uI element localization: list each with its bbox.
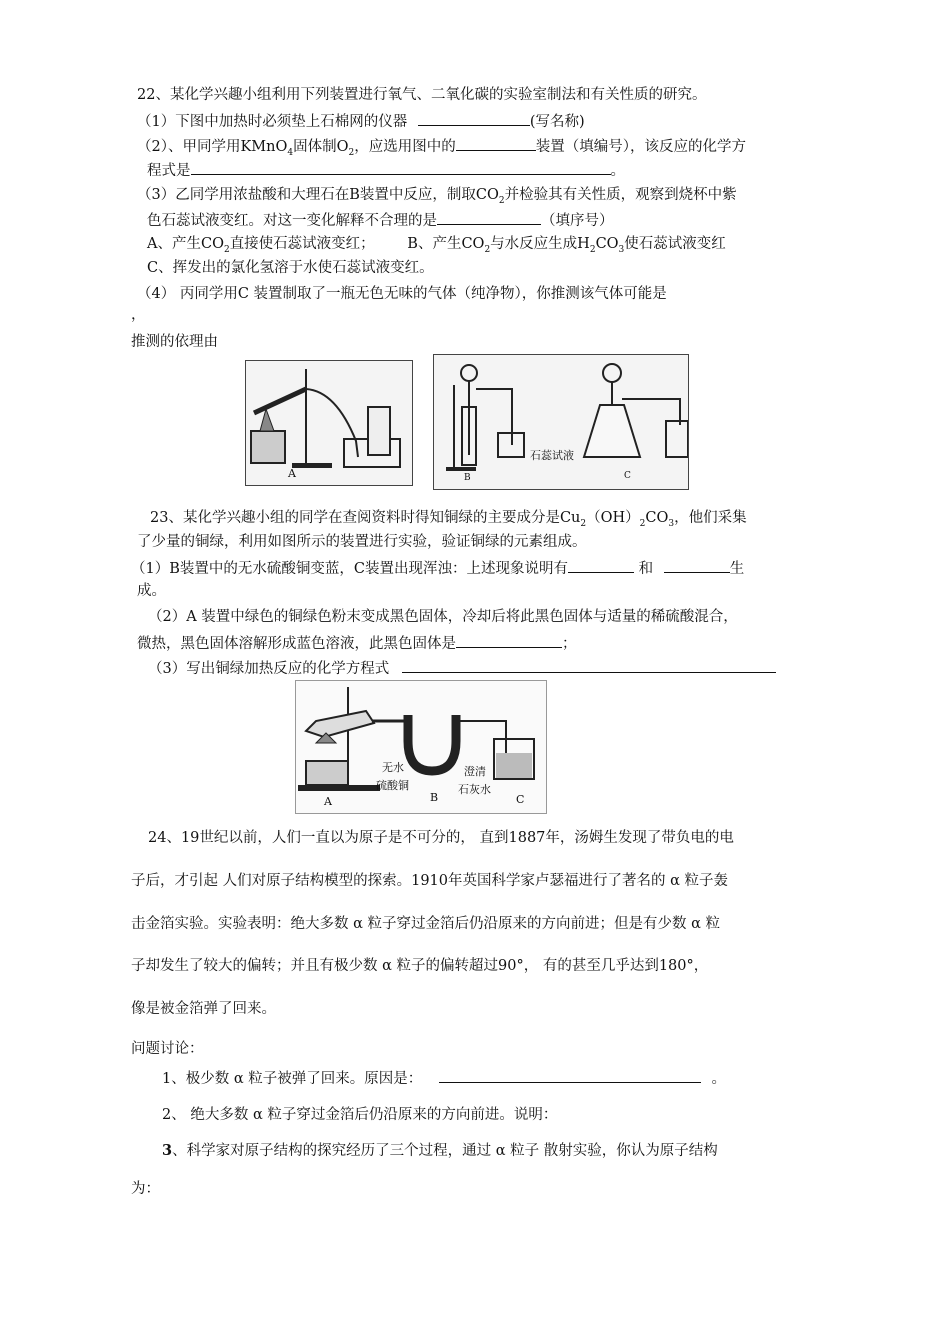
q23-part1-text: 和: [638, 561, 654, 577]
option-b: B、产生CO: [407, 236, 485, 252]
q23-line2: 了少量的铜绿，利用如图所示的装置进行实验，验证铜绿的元素组成。: [137, 534, 587, 550]
figure-apparatus-a: [245, 360, 413, 486]
option-b: 与水反应生成H: [490, 236, 590, 252]
punctuation: ；: [562, 636, 577, 652]
answer-blank[interactable]: [402, 658, 776, 673]
q23-title-text: ，他们采集: [674, 510, 747, 526]
q24-question3-number: 3: [162, 1142, 173, 1159]
figure-apparatus-b-c: [433, 354, 689, 490]
punctuation: 。: [711, 1071, 726, 1087]
q22-part2-text: ，应选用图中的: [354, 139, 456, 155]
q22-part2-text: （2）、甲同学用KMnO: [137, 139, 288, 155]
q24-discussion-heading: 问题讨论：: [131, 1041, 204, 1057]
q23-part2: （2）A 装置中绿色的铜绿色粉末变成黑色固体，冷却后将此黑色固体与适量的稀硫酸混合，: [148, 609, 738, 625]
figure-label-a: A: [324, 795, 332, 808]
figure-label-a: A: [288, 467, 296, 480]
subscript: 2: [589, 244, 596, 255]
option-c: C、挥发出的氯化氢溶于水使石蕊试液变红。: [147, 260, 434, 276]
q23-part3-text: （3）写出铜绿加热反应的化学方程式: [148, 661, 390, 677]
q24-question2: 2、 绝大多数 α 粒子穿过金箔后仍沿原来的方向前进。说明：: [162, 1107, 558, 1123]
option-b: 使石蕊试液变红: [624, 236, 726, 252]
answer-blank[interactable]: [437, 210, 541, 225]
subscript: 2: [498, 195, 505, 206]
figure-copper-green-apparatus: [295, 680, 547, 814]
subscript: 2: [348, 147, 355, 158]
q23-title: [150, 509, 747, 533]
q22-part3-line2: [147, 210, 614, 230]
answer-blank[interactable]: [191, 160, 611, 175]
subscript: 4: [287, 147, 294, 158]
q22-part1-text: （1）下图中加热时必须垫上石棉网的仪器: [137, 114, 408, 130]
q22-part4-line2: 推测的依理由: [131, 334, 218, 350]
apparatus-bc-drawing: [434, 355, 688, 489]
q22-part2: [137, 136, 746, 162]
q22-part2-text: 程式是: [147, 163, 191, 179]
q24-line5: 像是被金箔弹了回来。: [131, 1001, 276, 1017]
q23-part1: [131, 558, 744, 578]
option-a: 直接使石蕊试液变红；: [229, 236, 375, 252]
q22-part2-line2: [147, 160, 625, 180]
subscript: 2: [223, 244, 230, 255]
q22-part1-tail: (写名称): [529, 114, 585, 130]
q22-part4: （4） 丙同学用C 装置制取了一瓶无色无味的气体（纯净物），你推测该气体可能是: [137, 286, 667, 302]
q23-part1-text: （1）B装置中的无水硫酸铜变蓝，C装置出现浑浊：上述现象说明有: [131, 561, 568, 577]
punctuation: ，: [131, 307, 146, 323]
apparatus-a-drawing: [246, 361, 412, 485]
answer-blank[interactable]: [568, 558, 634, 573]
subscript: 2: [484, 244, 491, 255]
q23-part2-text: 微热，黑色固体溶解形成蓝色溶液，此黑色固体是: [137, 636, 456, 652]
subscript: 2: [580, 518, 587, 529]
q23-title-text: CO: [645, 510, 669, 526]
figure-label-b: B: [464, 473, 471, 483]
q24-question3-line2: 为：: [131, 1181, 160, 1197]
q22-title: 22、某化学兴趣小组利用下列装置进行氧气、二氧化碳的实验室制法和有关性质的研究。: [137, 87, 707, 103]
q23-title-text: （OH）: [586, 510, 640, 526]
subscript: 3: [618, 244, 625, 255]
q23-part1-text: 生: [729, 561, 745, 577]
figure-label-copper-sulfate: 硫酸铜: [376, 779, 409, 792]
q24-question1-text: 1、极少数 α 粒子被弹了回来。原因是：: [162, 1071, 423, 1087]
q23-part2-line2: [137, 633, 577, 653]
q24-question3: [162, 1142, 718, 1160]
q24-line2: 子后，才引起 人们对原子结构模型的探索。1910年英国科学家卢瑟福进行了著名的 α 粒子轰: [131, 873, 729, 889]
answer-blank[interactable]: [456, 633, 562, 648]
q23-part1-line2: 成。: [137, 583, 166, 599]
q22-part3-tail: （填序号）: [541, 213, 614, 229]
copper-green-drawing: [296, 681, 546, 813]
q22-part3: [137, 186, 737, 210]
q22-part1: [137, 111, 585, 131]
q22-part3-text: 并检验其有关性质，观察到烧杯中紫: [504, 187, 737, 203]
subscript: 3: [668, 518, 675, 529]
option-a: A、产生CO: [147, 236, 224, 252]
q23-title-text: 23、某化学兴趣小组的同学在查阅资料时得知铜绿的主要成分是Cu: [150, 510, 581, 526]
answer-blank[interactable]: [664, 558, 730, 573]
subscript: 2: [639, 518, 646, 529]
figure-label-limewater: 石灰水: [458, 783, 491, 796]
figure-label-clear: 澄清: [464, 765, 486, 778]
punctuation: 。: [610, 163, 625, 179]
q22-part3-text: 色石蕊试液变红。对这一变化解释不合理的是: [147, 213, 437, 229]
figure-label-c: C: [516, 793, 525, 806]
answer-blank[interactable]: [456, 136, 536, 151]
figure-label-b: B: [430, 791, 439, 804]
q22-part2-text: 固体制O: [293, 139, 349, 155]
figure-label-c: C: [624, 471, 631, 481]
answer-blank[interactable]: [439, 1068, 701, 1083]
answer-blank[interactable]: [418, 111, 530, 126]
q24-question1: [162, 1068, 726, 1088]
q24-line4: 子却发生了较大的偏转；并且有极少数 α 粒子的偏转超过90°， 有的甚至几乎达到180°，: [131, 958, 709, 974]
q24-question3-text: 、科学家对原子结构的探究经历了三个过程，通过 α 粒子 散射实验，你认为原子结构: [172, 1143, 718, 1159]
q22-options-ab: [147, 235, 726, 259]
q24-line1: 24、19世纪以前，人们一直以为原子是不可分的， 直到1887年，汤姆生发现了带负电的电: [148, 830, 734, 846]
option-b: CO: [595, 236, 619, 252]
q22-part3-text: （3）乙同学用浓盐酸和大理石在B装置中反应，制取CO: [137, 187, 499, 203]
figure-label-anhydrous: 无水: [382, 761, 404, 774]
q22-part2-tail: 装置（填编号），该反应的化学方: [535, 139, 746, 155]
q24-line3: 击金箔实验。实验表明：绝大多数 α 粒子穿过金箔后仍沿原来的方向前进；但是有少数 α 粒: [131, 916, 721, 932]
q23-part3: [148, 658, 776, 678]
figure-label-litmus: 石蕊试液: [530, 449, 574, 462]
